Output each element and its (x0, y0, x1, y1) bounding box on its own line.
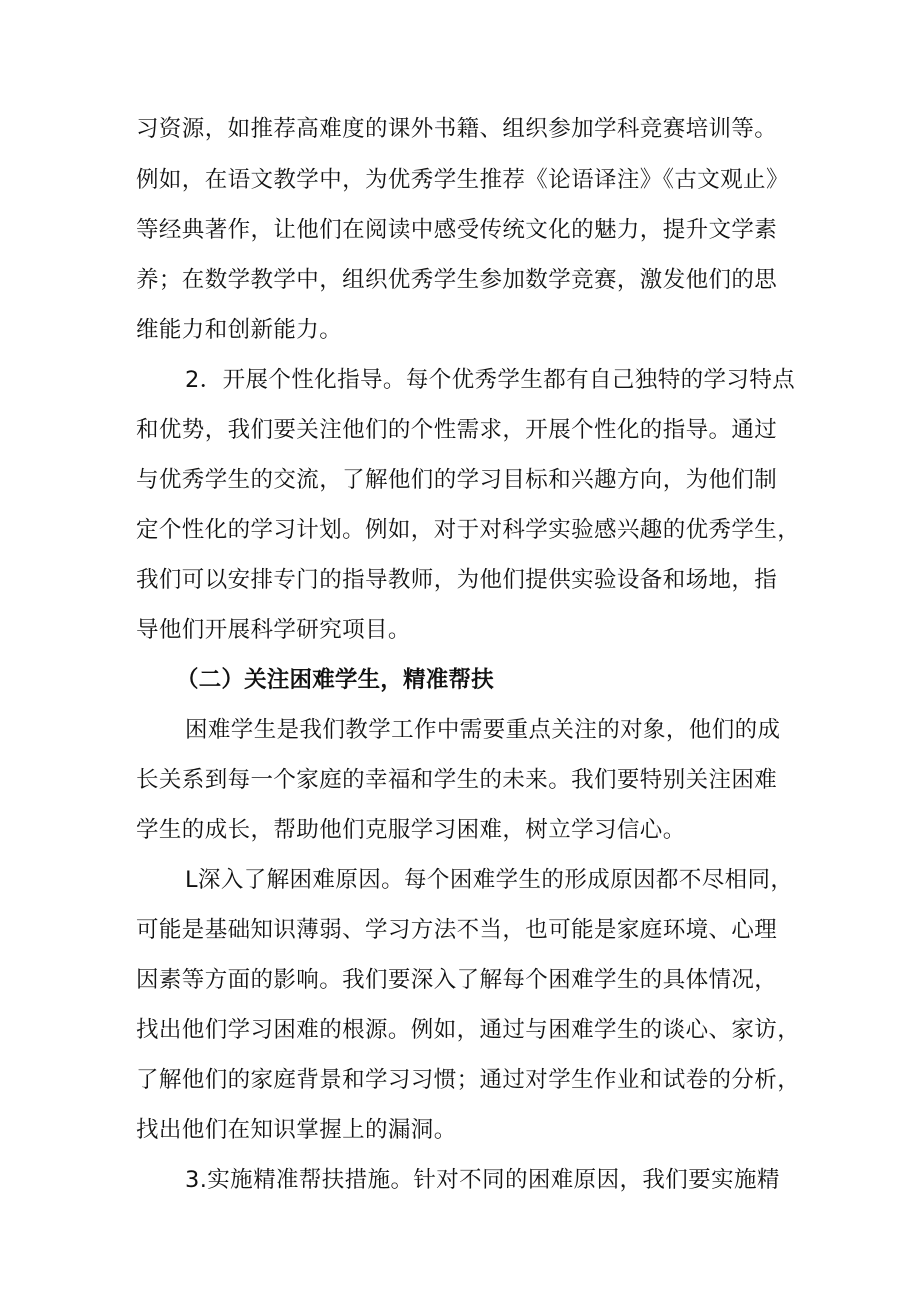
paragraph-line: 我们可以安排专门的指导教师，为他们提供实验设备和场地，指 (136, 567, 778, 593)
paragraph-line: 长关系到每一个家庭的幸福和学生的未来。我们要特别关注困难 (136, 767, 778, 793)
paragraph-line: 因素等方面的影响。我们要深入了解每个困难学生的具体情况， (136, 967, 778, 993)
paragraph-line: 找出他们在知识掌握上的漏洞。 (136, 1117, 457, 1143)
paragraph-line: 导他们开展科学研究项目。 (136, 617, 411, 643)
paragraph-line: 找出他们学习困难的根源。例如，通过与困难学生的谈心、家访， (136, 1017, 801, 1043)
paragraph-line: 困难学生是我们教学工作中需要重点关注的对象，他们的成 (185, 717, 781, 743)
paragraph-line: 和优势，我们要关注他们的个性需求，开展个性化的指导。通过 (136, 417, 778, 443)
paragraph-line: 习资源，如推荐高难度的课外书籍、组织参加学科竞赛培训等。 (136, 116, 778, 142)
numbered-paragraph-line: L深入了解困难原因。每个困难学生的形成原因都不尽相同， (185, 867, 794, 893)
numbered-paragraph-line: 3.实施精准帮扶措施。针对不同的困难原因，我们要实施精 (185, 1167, 780, 1193)
paragraph-line: 例如，在语文教学中，为优秀学生推荐《论语译注》《古文观止》 (136, 167, 789, 193)
paragraph-line: 了解他们的家庭背景和学习习惯；通过对学生作业和试卷的分析， (136, 1067, 801, 1093)
section-heading: （二）关注困难学生，精准帮扶 (176, 667, 494, 693)
paragraph-line: 等经典著作，让他们在阅读中感受传统文化的魅力，提升文学素 (136, 217, 778, 243)
paragraph-line: 定个性化的学习计划。例如，对于对科学实验感兴趣的优秀学生， (136, 517, 801, 543)
numbered-paragraph-line: 2．开展个性化指导。每个优秀学生都有自己独特的学习特点 (185, 367, 796, 393)
paragraph-line: 与优秀学生的交流，了解他们的学习目标和兴趣方向，为他们制 (136, 467, 778, 493)
paragraph-line: 可能是基础知识薄弱、学习方法不当，也可能是家庭环境、心理 (136, 917, 778, 943)
paragraph-line: 学生的成长，帮助他们克服学习困难，树立学习信心。 (136, 817, 686, 843)
paragraph-line: 养；在数学教学中，组织优秀学生参加数学竞赛，激发他们的思 (136, 267, 778, 293)
paragraph-line: 维能力和创新能力。 (136, 317, 343, 343)
